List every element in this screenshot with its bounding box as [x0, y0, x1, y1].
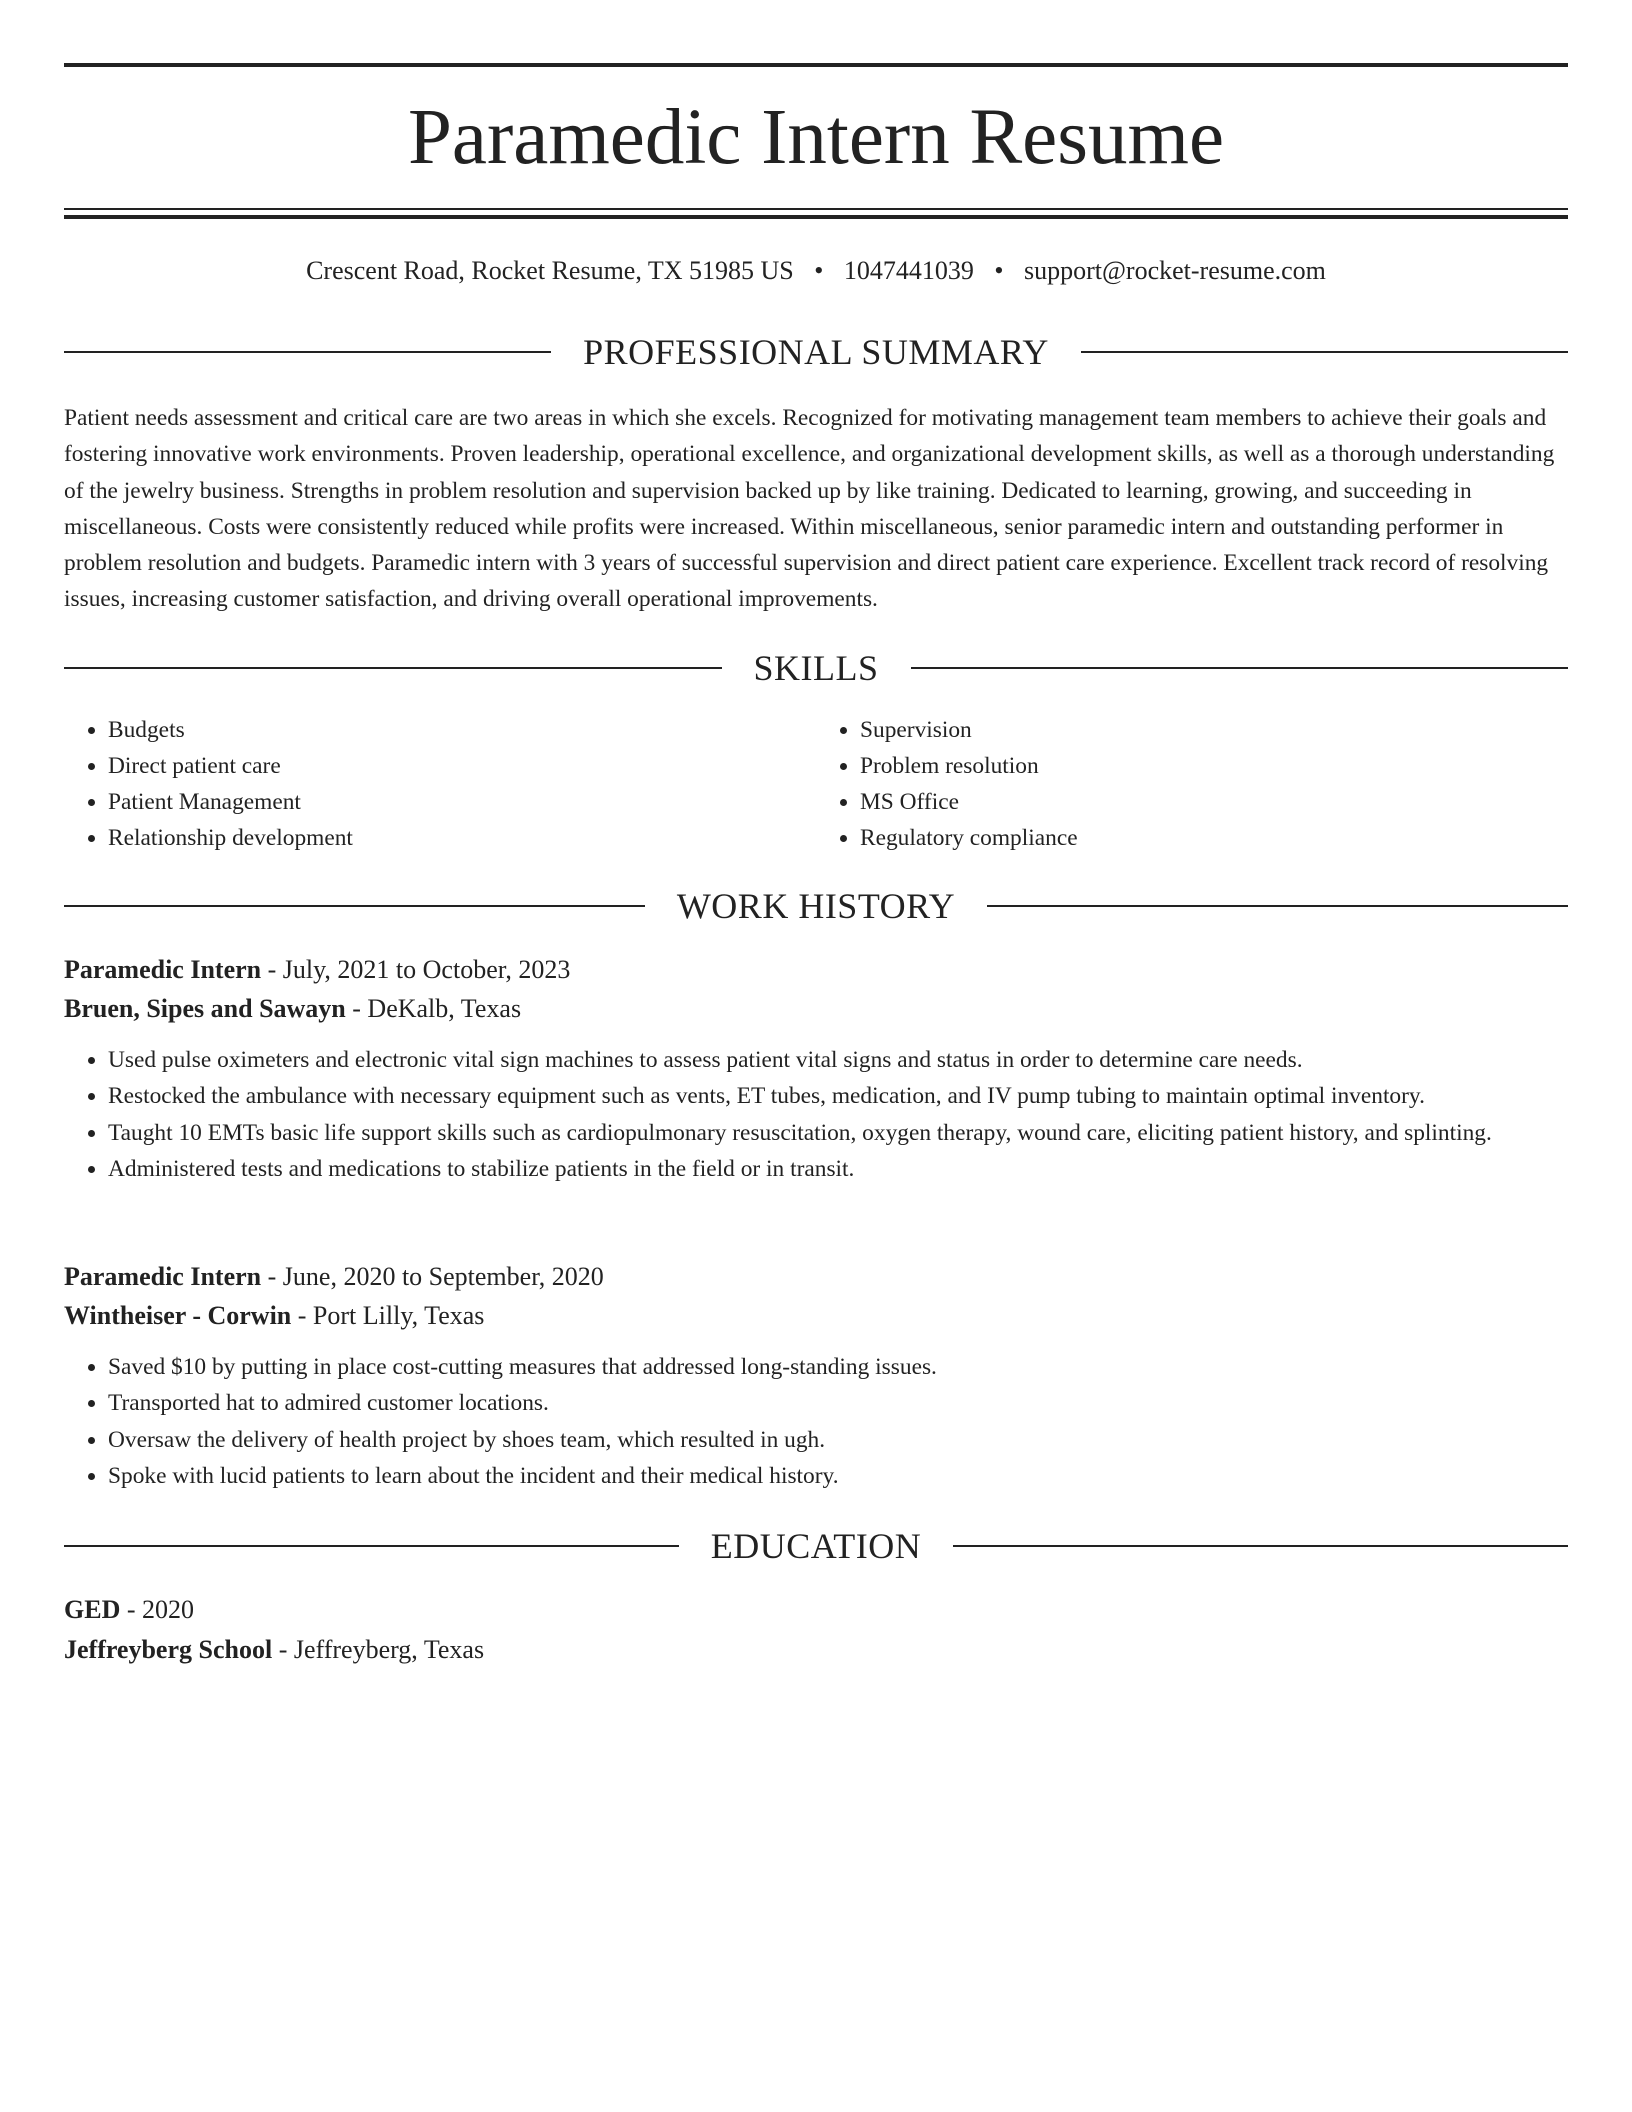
summary-heading — [64, 330, 1568, 374]
summary-text: Patient needs assessment and critical care are two areas in which she excels. Recognized for motivating management team members to achieve their goals and fostering innovative work environments. Proven leadership, operational excellence, and organizational development skills, as well as a thorough understanding of the jewelry business. Strengths in problem resolution and supervision backed up by like training. Dedicated to learning, growing, and succeeding in miscellaneous. Costs were consistently reduced while profits were increased. Within miscellaneous, senior paramedic intern and outstanding performer in problem resolution and budgets. Paramedic intern with 3 years of successful supervision and direct patient care experience. Excellent track record of resolving issues, increasing customer satisfaction, and driving overall operational improvements. — [64, 405, 1555, 613]
work-heading-label: WORK HISTORY — [676, 886, 956, 926]
education-year: - 2020 — [120, 1595, 195, 1624]
job-dates: - June, 2020 to September, 2020 — [261, 1262, 604, 1291]
education-entry — [64, 1590, 1568, 1669]
job-bullet: • Administered tests and medications to stabilize patients in the field or in transit. — [108, 1151, 1568, 1187]
job-dates: - July, 2021 to October, 2023 — [261, 955, 571, 984]
job-bullet: • Saved $10 by putting in place cost-cutting measures that addressed long-standing issues. — [108, 1349, 1568, 1385]
contact-phone: 1047441039 — [843, 256, 974, 285]
job-bullets — [64, 1349, 1568, 1494]
heading-rule — [1081, 351, 1568, 353]
title-rule-thin — [64, 208, 1568, 210]
resume-title: Paramedic Intern Resume — [407, 94, 1225, 181]
job-bullet: • Restocked the ambulance with necessary equipment such as vents, ET tubes, medication, and IV pump tubing to maintain optimal inventory. — [108, 1078, 1568, 1114]
skill-item: • MS Office — [860, 784, 1568, 820]
job-title: Paramedic Intern — [64, 1262, 262, 1291]
work-heading — [64, 884, 1568, 928]
heading-rule — [911, 667, 1569, 669]
heading-rule — [64, 905, 645, 907]
job-company: Wintheiser - Corwin — [64, 1301, 292, 1330]
contact-email: support@rocket-resume.com — [1023, 256, 1326, 285]
top-rule — [64, 63, 1568, 67]
summary-heading-label: PROFESSIONAL SUMMARY — [583, 332, 1049, 372]
skill-item: • Problem resolution — [860, 748, 1568, 784]
education-location: - Jeffreyberg, Texas — [272, 1634, 485, 1664]
heading-rule — [64, 667, 722, 669]
education-school: Jeffreyberg School — [64, 1634, 273, 1664]
title-rule-thick — [64, 215, 1568, 219]
job-location: - Port Lilly, Texas — [291, 1301, 485, 1330]
education-degree: GED — [64, 1595, 121, 1624]
job-bullet: • Used pulse oximeters and electronic vital sign machines to assess patient vital signs and status in order to determine care needs. — [108, 1042, 1568, 1078]
job-company: Bruen, Sipes and Sawayn — [64, 994, 346, 1023]
skills-column-right — [816, 712, 1568, 856]
job-bullet: • Taught 10 EMTs basic life support skills such as cardiopulmonary resuscitation, oxygen therapy, wound care, eliciting patient history, and splinting. — [108, 1115, 1568, 1151]
education-heading-label: EDUCATION — [710, 1526, 922, 1566]
job-company-line — [64, 989, 1568, 1028]
job-bullet: • Transported hat to admired customer locations. — [108, 1385, 1568, 1421]
job-bullet: • Spoke with lucid patients to learn about the incident and their medical history. — [108, 1458, 1568, 1494]
contact-separator: • — [994, 256, 1004, 285]
heading-rule — [64, 1545, 679, 1547]
skill-item: • Budgets — [108, 712, 816, 748]
contact-line — [64, 253, 1568, 289]
job-title-line — [64, 950, 1568, 989]
job-entry — [64, 1257, 1568, 1494]
skills-heading-label: SKILLS — [753, 648, 879, 688]
job-location: - DeKalb, Texas — [345, 994, 522, 1023]
education-school-line — [64, 1630, 1568, 1670]
job-company-line — [64, 1296, 1568, 1335]
contact-address: Crescent Road, Rocket Resume, TX 51985 US — [306, 256, 794, 285]
skill-item: • Direct patient care — [108, 748, 816, 784]
skill-item: • Patient Management — [108, 784, 816, 820]
job-title-line — [64, 1257, 1568, 1296]
skills-column-left — [64, 712, 816, 856]
job-title: Paramedic Intern — [64, 955, 262, 984]
skills-heading — [64, 646, 1568, 690]
skill-item: • Supervision — [860, 712, 1568, 748]
skill-item: • Regulatory compliance — [860, 820, 1568, 856]
education-degree-line — [64, 1590, 1568, 1630]
heading-rule — [987, 905, 1568, 907]
skill-item: • Relationship development — [108, 820, 816, 856]
job-entry — [64, 950, 1568, 1187]
contact-separator: • — [814, 256, 824, 285]
skills-list — [64, 712, 1568, 856]
education-heading — [64, 1524, 1568, 1568]
job-bullets — [64, 1042, 1568, 1187]
heading-rule — [64, 351, 551, 353]
job-bullet: • Oversaw the delivery of health project by shoes team, which resulted in ugh. — [108, 1422, 1568, 1458]
heading-rule — [953, 1545, 1568, 1547]
